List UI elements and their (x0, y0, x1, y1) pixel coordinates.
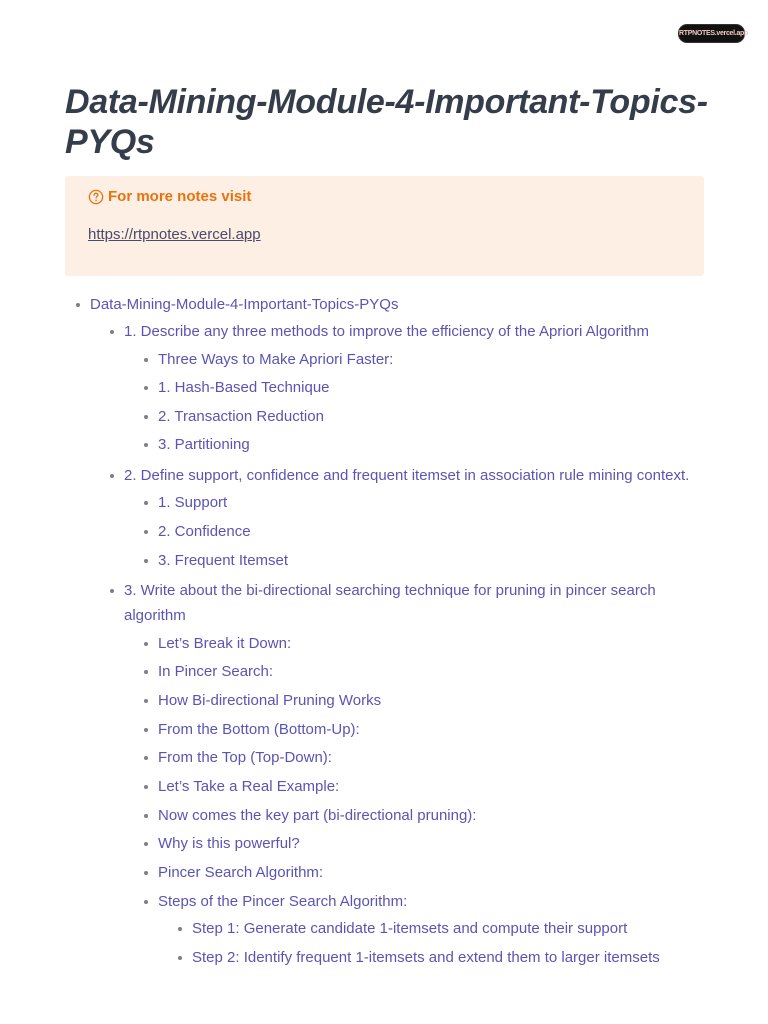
list-bullet (144, 530, 148, 534)
callout-heading (88, 188, 251, 206)
toc-subitem[interactable]: Let’s Break it Down: (158, 635, 292, 652)
list-bullet (144, 756, 148, 760)
toc-subitem[interactable]: 1. Support (158, 494, 228, 511)
notes-callout (65, 176, 704, 276)
list-bullet (144, 900, 148, 904)
toc-subitem[interactable]: 1. Hash-Based Technique (158, 379, 330, 396)
toc-step-item[interactable]: Step 1: Generate candidate 1-itemsets and compute their support (192, 920, 628, 937)
toc-subitem[interactable]: Steps of the Pincer Search Algorithm: (158, 893, 408, 910)
callout-heading-text: For more notes visit (108, 188, 252, 205)
toc-step-item[interactable]: Step 2: Identify frequent 1-itemsets and extend them to larger itemsets (192, 949, 660, 966)
toc-subitem[interactable]: Let’s Take a Real Example: (158, 778, 340, 795)
page-title: Data-Mining-Module-4-Important-Topics-PYQs (65, 83, 708, 161)
toc-subitem[interactable]: 3. Frequent Itemset (158, 552, 289, 569)
question-circle-icon (88, 189, 104, 205)
toc-subitem[interactable]: How Bi-directional Pruning Works (158, 692, 382, 709)
list-bullet (178, 956, 182, 960)
toc-question-1[interactable]: 1. Describe any three methods to improve the efficiency of the Apriori Algorithm (124, 323, 649, 340)
list-bullet (144, 415, 148, 419)
list-bullet (76, 303, 80, 307)
toc-subitem[interactable]: Why is this powerful? (158, 835, 300, 852)
list-bullet (144, 728, 148, 732)
list-bullet (144, 670, 148, 674)
list-bullet (110, 330, 114, 334)
list-bullet (178, 927, 182, 931)
list-bullet (144, 358, 148, 362)
toc-subitem[interactable]: Now comes the key part (bi-directional pruning): (158, 807, 477, 824)
list-bullet (144, 501, 148, 505)
toc-subitem[interactable]: 2. Confidence (158, 523, 251, 540)
toc-subitem[interactable]: Pincer Search Algorithm: (158, 864, 324, 881)
toc-subitem[interactable]: 2. Transaction Reduction (158, 408, 324, 425)
toc-root-item[interactable]: Data-Mining-Module-4-Important-Topics-PYQs (90, 296, 399, 313)
list-bullet (144, 814, 148, 818)
list-bullet (144, 443, 148, 447)
toc-subitem[interactable]: Three Ways to Make Apriori Faster: (158, 351, 394, 368)
site-badge[interactable]: RTPNOTES.vercel.app (679, 25, 744, 42)
toc-subitem[interactable]: In Pincer Search: (158, 663, 274, 680)
list-bullet (144, 559, 148, 563)
list-bullet (110, 474, 114, 478)
list-bullet (144, 642, 148, 646)
list-bullet (144, 386, 148, 390)
notes-link[interactable]: https://rtpnotes.vercel.app (88, 226, 261, 243)
toc-question-2[interactable]: 2. Define support, confidence and frequent itemset in association rule mining context. (124, 467, 690, 484)
toc-subitem[interactable]: 3. Partitioning (158, 436, 250, 453)
toc-question-3[interactable]: 3. Write about the bi-directional searching technique for pruning in pincer search algorithm (124, 582, 656, 624)
toc-subitem[interactable]: From the Bottom (Bottom-Up): (158, 721, 360, 738)
list-bullet (144, 871, 148, 875)
list-bullet (144, 842, 148, 846)
toc-subitem[interactable]: From the Top (Top-Down): (158, 749, 332, 766)
list-bullet (110, 589, 114, 593)
list-bullet (144, 785, 148, 789)
list-bullet (144, 699, 148, 703)
